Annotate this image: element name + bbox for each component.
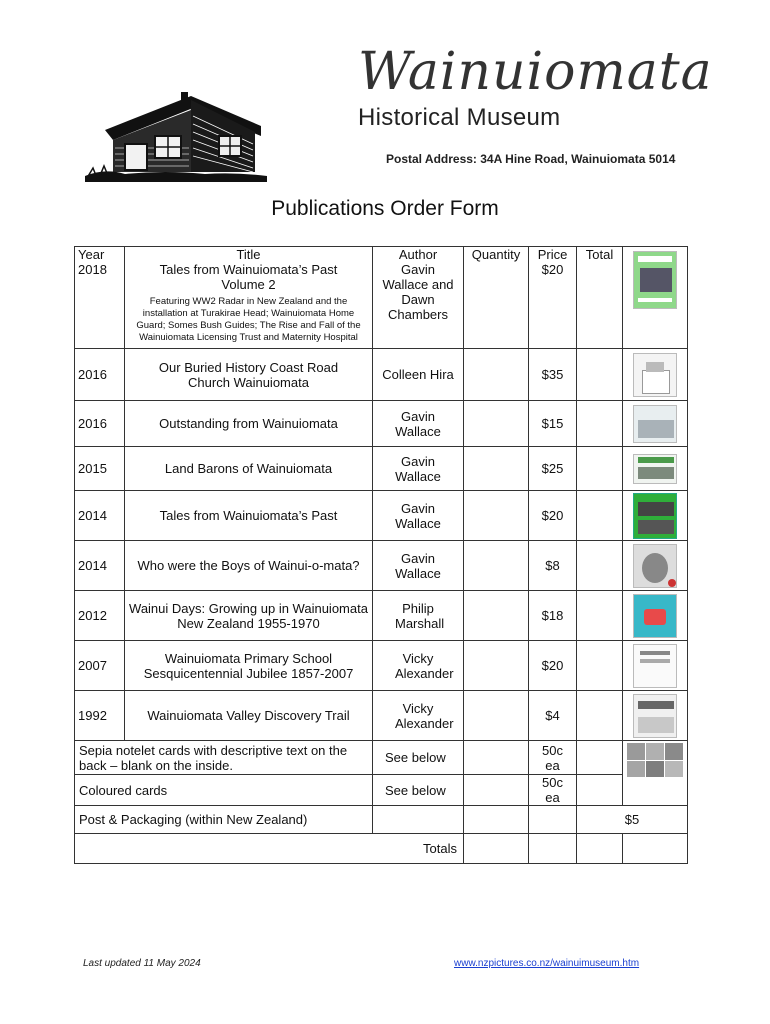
total-cell[interactable] [577, 247, 623, 349]
author-cell: Colleen Hira [373, 349, 464, 401]
brand-subtitle: Historical Museum [358, 104, 561, 131]
year-cell: 2016 [75, 401, 125, 447]
postal-address: Postal Address: 34A Hine Road, Wainuiomata 5014 [386, 152, 676, 166]
quantity-cell[interactable] [464, 447, 529, 491]
quantity-cell[interactable] [464, 741, 529, 775]
table-row [75, 641, 688, 691]
price-cell: $25 [529, 447, 577, 491]
cover-cell [623, 641, 688, 691]
price-header: Price [537, 247, 568, 262]
price-cell: $20 [529, 491, 577, 541]
table-row [75, 491, 688, 541]
book-cover-image [633, 493, 677, 539]
museum-brand [350, 42, 713, 157]
title-cell [125, 247, 373, 349]
price-cell: $20 [529, 641, 577, 691]
price-cell [529, 806, 577, 834]
title-cell: Wainuiomata Valley Discovery Trail [125, 691, 373, 741]
total-cell[interactable] [577, 641, 623, 691]
quantity-cell[interactable] [464, 775, 529, 806]
table-row [75, 349, 688, 401]
year-cell: 2012 [75, 591, 125, 641]
cover-cell [623, 447, 688, 491]
year-cell: 2014 [75, 541, 125, 591]
table-row [75, 741, 688, 775]
card-samples-image [627, 743, 683, 777]
quantity-total-cell[interactable] [464, 834, 529, 864]
quantity-header: Quantity [471, 247, 521, 262]
table-row [75, 447, 688, 491]
book-cover-image [633, 544, 677, 588]
author-cell [373, 247, 464, 349]
author-cell: Philip Marshall [373, 591, 464, 641]
page-title: Publications Order Form [271, 197, 499, 220]
title-cell: Tales from Wainuiomata’s Past [125, 491, 373, 541]
year-cell: 2007 [75, 641, 125, 691]
total-cell[interactable] [577, 691, 623, 741]
title-cell: Wainuiomata Primary School Sesquicentennial Jubilee 1857-2007 [125, 641, 373, 691]
quantity-cell[interactable] [464, 349, 529, 401]
cover-cell [623, 349, 688, 401]
cover-cell [623, 541, 688, 591]
year-cell: 2015 [75, 447, 125, 491]
coloured-cards-description: Coloured cards [75, 775, 373, 806]
author-cell: See below [373, 741, 464, 775]
table-row [75, 691, 688, 741]
total-cell[interactable] [577, 591, 623, 641]
cover-cell [623, 591, 688, 641]
title-subtitle: Featuring WW2 Radar in New Zealand and the installation at Turakirae Head; Wainuiomata Home Guard; Somes Bush Guides; The Rise and Fall of the Wainuiomata Licensing Trust and Maternity Hospital [136, 296, 361, 343]
price-cell: $35 [529, 349, 577, 401]
price-cell: $8 [529, 541, 577, 591]
year-cell: 2016 [75, 349, 125, 401]
order-table [74, 246, 688, 864]
table-row [75, 775, 688, 806]
price-cell: $18 [529, 591, 577, 641]
title-value: Tales from Wainuiomata’s Past Volume 2 [159, 262, 338, 292]
title-cell: Our Buried History Coast Road Church Wainuiomata [125, 349, 373, 401]
table-row [75, 591, 688, 641]
postage-label: Post & Packaging (within New Zealand) [75, 806, 373, 834]
quantity-cell[interactable] [464, 401, 529, 447]
quantity-cell[interactable] [464, 491, 529, 541]
price-cell: $15 [529, 401, 577, 447]
table-row [75, 541, 688, 591]
total-cell[interactable] [577, 775, 623, 806]
brand-script-wordmark: Wainuiomata [358, 42, 713, 102]
author-header: Author [398, 247, 438, 262]
total-cell[interactable] [577, 349, 623, 401]
author-cell: Gavin Wallace [373, 401, 464, 447]
museum-website-link[interactable]: www.nzpictures.co.nz/wainuimuseum.htm [454, 958, 640, 969]
book-cover-image [633, 405, 677, 443]
author-cell [373, 806, 464, 834]
book-cover-image [633, 594, 677, 638]
book-cover-image [633, 251, 677, 309]
quantity-cell[interactable] [464, 691, 529, 741]
quantity-cell[interactable] [464, 641, 529, 691]
title-cell: Land Barons of Wainuiomata [125, 447, 373, 491]
book-cover-image [633, 454, 677, 484]
title-cell: Outstanding from Wainuiomata [125, 401, 373, 447]
total-cell[interactable] [577, 447, 623, 491]
author-cell: Vicky Alexander [373, 691, 464, 741]
sepia-cards-description: Sepia notelet cards with descriptive text on the back – blank on the inside. [75, 741, 373, 775]
cover-cell [623, 691, 688, 741]
table-row [75, 806, 688, 834]
title-cell: Wainui Days: Growing up in Wainuiomata New Zealand 1955-1970 [125, 591, 373, 641]
year-header: Year [78, 247, 105, 262]
cover-cell [623, 401, 688, 447]
book-cover-image [633, 353, 677, 397]
cover-cell [623, 741, 688, 806]
price-cell [529, 247, 577, 349]
price-cell: 50c ea [529, 775, 577, 806]
book-cover-image [633, 644, 677, 688]
title-header: Title [236, 247, 261, 262]
author-cell: Gavin Wallace [373, 491, 464, 541]
cover-cell [623, 247, 688, 349]
cover-cell [623, 491, 688, 541]
total-cell[interactable] [577, 401, 623, 447]
total-cell[interactable] [577, 491, 623, 541]
quantity-cell[interactable] [464, 541, 529, 591]
author-value: Gavin Wallace and Dawn Chambers [382, 262, 454, 322]
book-cover-image [633, 694, 677, 738]
title-cell: Who were the Boys of Wainui-o-mata? [125, 541, 373, 591]
price-total-cell [529, 834, 577, 864]
museum-house-logo [85, 86, 267, 182]
cover-cell [623, 834, 688, 864]
quantity-cell [464, 806, 529, 834]
last-updated: Last updated 11 May 2024 [83, 958, 201, 969]
year-value: 2018 [78, 262, 107, 277]
total-cell[interactable] [577, 541, 623, 591]
quantity-cell[interactable] [464, 247, 529, 349]
price-cell: $4 [529, 691, 577, 741]
table-row [75, 247, 688, 349]
quantity-cell[interactable] [464, 591, 529, 641]
table-row [75, 401, 688, 447]
totals-label: Totals [75, 834, 464, 864]
author-cell: Gavin Wallace [373, 447, 464, 491]
total-cell[interactable] [577, 741, 623, 775]
year-cell: 2014 [75, 491, 125, 541]
year-cell [75, 247, 125, 349]
author-cell: Vicky Alexander [373, 641, 464, 691]
grand-total-cell[interactable] [577, 834, 623, 864]
author-cell: Gavin Wallace [373, 541, 464, 591]
price-cell: 50c ea [529, 741, 577, 775]
total-header: Total [585, 247, 614, 262]
postage-total: $5 [577, 806, 688, 834]
table-row [75, 834, 688, 864]
price-value: $20 [541, 262, 564, 277]
author-cell: See below [373, 775, 464, 806]
year-cell: 1992 [75, 691, 125, 741]
